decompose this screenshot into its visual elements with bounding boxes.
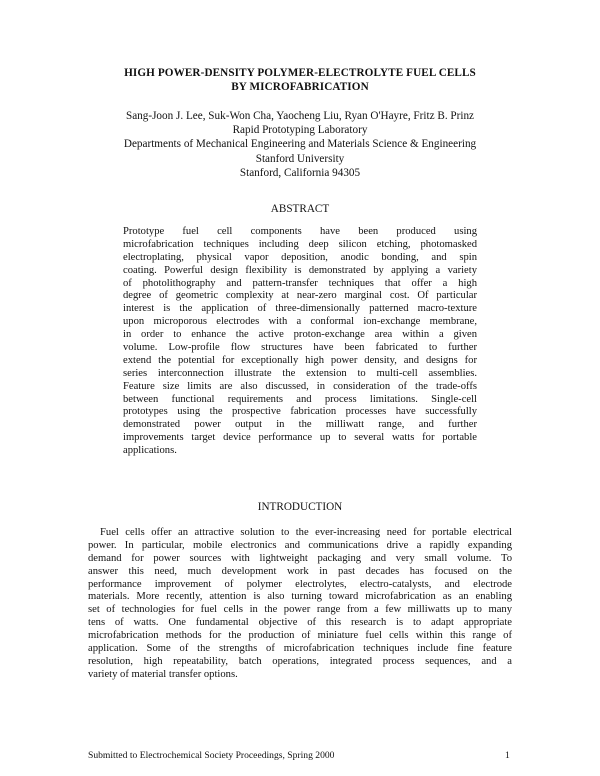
abstract-heading: ABSTRACT (270, 203, 330, 215)
introduction-line: answer this need, much development work in past decades has focused on the (88, 565, 512, 577)
abstract-body (123, 226, 477, 458)
introduction-line: demand for power sources with lightweight packaging and very small volume. To (88, 552, 512, 564)
abstract-line: series interconnection illustrate the extension to multi-cell assemblies. (123, 367, 477, 379)
footer-citation: Submitted to Electrochemical Society Proceedings, Spring 2000 (88, 750, 335, 761)
abstract-line: microfabrication techniques including deep silicon etching, photomasked (123, 238, 477, 250)
abstract-line: volume. Low-profile flow structures have been fabricated to further (123, 342, 477, 354)
abstract-line: electroplating, physical vapor deposition, anodic bonding, and spin (123, 251, 477, 263)
abstract-line: Prototype fuel cell components have been produced using (123, 226, 477, 237)
abstract-line: degree of geometric complexity at near-zero marginal cost. Of particular (123, 290, 477, 302)
author-location: Stanford, California 94305 (239, 166, 361, 179)
abstract-line: prototypes using the prospective fabrication processes have successfully (123, 406, 477, 418)
author-block (60, 109, 540, 180)
author-lab: Rapid Prototyping Laboratory (232, 124, 368, 137)
abstract-line: improvements target device performance up to several watts for portable (123, 432, 477, 444)
introduction-line: materials. More recently, attention is also turning toward microfabrication as an enabling (88, 591, 512, 603)
introduction-body (88, 527, 512, 682)
abstract-line: demonstrated power output in the milliwatt range, and further (123, 419, 477, 431)
author-university: Stanford University (255, 152, 345, 165)
introduction-line: variety of material transfer options. (88, 668, 238, 680)
introduction-line: power. In particular, mobile electronics and communications drive a rapidly expanding (88, 539, 512, 551)
abstract-line: coating. Powerful design flexibility is demonstrated by applying a variety (123, 264, 477, 276)
introduction-line: Fuel cells offer an attractive solution to the ever-increasing need for portable electrical (100, 527, 512, 538)
abstract-line: extend the potential for exceptionally high power density, and designs for (123, 354, 477, 366)
paper-title (60, 66, 540, 94)
introduction-heading: INTRODUCTION (257, 501, 343, 513)
author-names: Sang-Joon J. Lee, Suk-Won Cha, Yaocheng Liu, Ryan O'Hayre, Fritz B. Prinz (125, 110, 475, 122)
abstract-line: interest is the application of three-dimensionally patterned macro-texture (123, 303, 477, 315)
page-number: 1 (505, 750, 510, 761)
title-line-2: BY MICROFABRICATION (231, 81, 369, 93)
abstract-line: in order to enhance the active proton-exchange area within a given (123, 329, 477, 341)
introduction-line: application. Some of the strengths of microfabrication techniques include fine feature (88, 643, 512, 655)
introduction-line: tens of watts. One fundamental objective of this research is to adapt appropriate (88, 617, 512, 629)
abstract-line: upon microporous electrodes with a conformal ion-exchange membrane, (123, 316, 477, 328)
abstract-line: of photolithography and pattern-transfer techniques that offer a high (123, 277, 477, 289)
introduction-line: performance improvement of polymer electrolytes, electro-catalysts, and electrode (88, 578, 512, 590)
author-departments: Departments of Mechanical Engineering and Materials Science & Engineering (123, 138, 477, 151)
introduction-line: microfabrication methods for the production of miniature fuel cells within this range of (88, 630, 512, 642)
abstract-line: Feature size limits are also discussed, in consideration of the trade-offs (123, 380, 477, 392)
abstract-line: applications. (123, 445, 177, 457)
introduction-line: set of technologies for fuel cells in the power range from a few milliwatts up to many (88, 604, 512, 616)
title-line-1: HIGH POWER-DENSITY POLYMER-ELECTROLYTE FUEL CELLS (124, 67, 476, 79)
introduction-line: resolution, high repeatability, batch operations, integrated process sequences, and a (88, 655, 512, 667)
abstract-line: between functional requirements and process limitations. Single-cell (123, 393, 477, 405)
